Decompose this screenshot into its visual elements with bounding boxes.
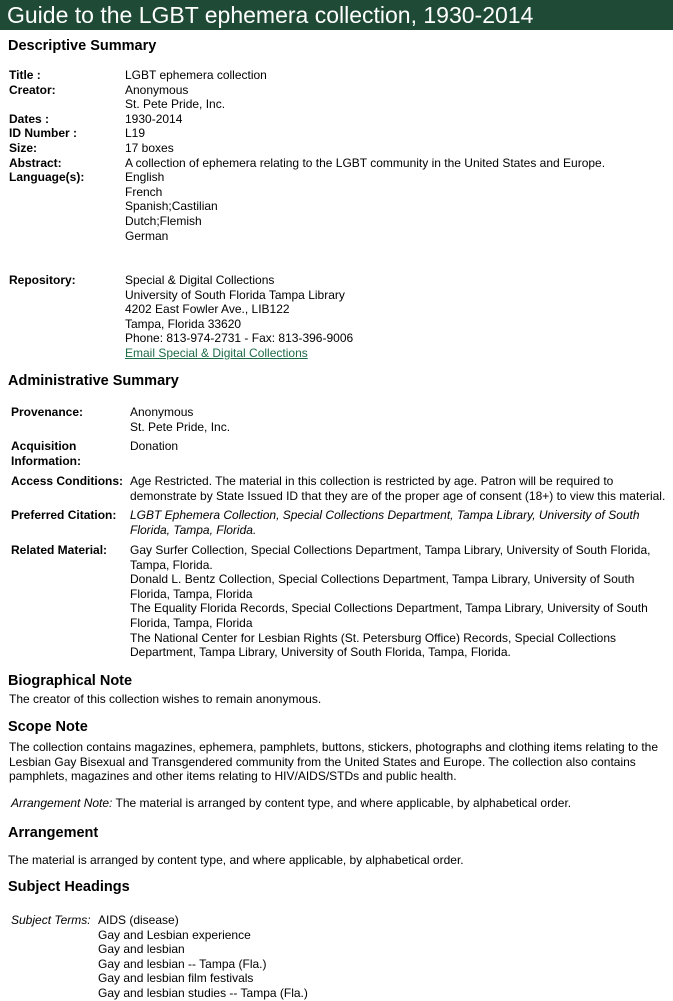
arrangement-note-text: The material is arranged by content type, and where applicable, by alphabetical order.: [112, 796, 572, 810]
preferred-citation-label: Preferred Citation:: [11, 508, 117, 522]
descriptive-value-line: French: [125, 184, 163, 199]
arrangement-note-label: Arrangement Note:: [11, 796, 113, 810]
descriptive-value-line: 1930-2014: [125, 111, 183, 126]
descriptive-row: [9, 156, 605, 171]
repository-line: Tampa, Florida 33620: [125, 316, 242, 331]
descriptive-row: [9, 112, 605, 127]
descriptive-value-line: Spanish;Castilian: [125, 199, 218, 214]
subject-term: Gay and Lesbian experience: [98, 927, 251, 942]
related-line: Tampa, Florida.: [130, 557, 213, 572]
subject-terms-list: [98, 913, 308, 1001]
subject-headings-heading: Subject Headings: [8, 879, 130, 895]
descriptive-value: [125, 170, 605, 243]
related-line: Donald L. Bentz Collection, Special Collections Department, Tampa Library, University of South: [130, 572, 635, 587]
biographical-note-heading: Biographical Note: [8, 673, 133, 689]
subject-term: AIDS (disease): [98, 913, 179, 927]
scope-line: pamphlets, magazines and other items relating to HIV/AIDS/STDs and public health.: [9, 769, 457, 784]
descriptive-label: Title :: [9, 68, 41, 82]
descriptive-summary-table: [9, 68, 673, 243]
access-conditions-label: Access Conditions:: [11, 474, 124, 488]
related-line: Florida, Tampa, Florida: [130, 615, 253, 630]
subject-terms-table: [11, 913, 673, 1001]
provenance-line: Anonymous: [130, 405, 194, 419]
descriptive-value-line: German: [125, 228, 169, 243]
preferred-citation-value: [130, 508, 665, 543]
scope-line: The collection contains magazines, ephemera, pamphlets, buttons, stickers, photographs and clothing items relating to the: [9, 740, 659, 754]
related-line: Florida, Tampa, Florida: [130, 586, 253, 601]
access-line: Age Restricted. The material in this collection is restricted by age. Patron will be required to: [130, 474, 614, 488]
subject-terms-label: Subject Terms:: [11, 913, 91, 927]
repository-row: [9, 273, 673, 361]
subject-term: Gay and lesbian studies -- Tampa (Fla.): [98, 985, 308, 1000]
descriptive-label: Dates :: [9, 111, 50, 126]
arrangement-text: The material is arranged by content type, and where applicable, by alphabetical order.: [8, 853, 464, 867]
descriptive-value: [125, 126, 605, 141]
acquisition-label-line: Acquisition: [11, 439, 77, 453]
descriptive-row: [9, 83, 605, 112]
descriptive-value: [125, 83, 605, 112]
biographical-note-text: The creator of this collection wishes to remain anonymous.: [9, 692, 322, 706]
descriptive-value: [125, 141, 605, 156]
scope-note-heading: Scope Note: [8, 719, 88, 735]
access-conditions-value: [130, 474, 665, 508]
scope-line: Lesbian Gay Bisexual and Transgendered community from the United States and Europe. The collection also contains: [9, 754, 636, 769]
descriptive-value-line: English: [125, 170, 165, 185]
subject-term: Gay and lesbian film festivals: [98, 971, 254, 986]
descriptive-value-line: Dutch;Flemish: [125, 213, 202, 228]
provenance-label: Provenance:: [11, 405, 84, 419]
descriptive-value-line: L19: [125, 126, 146, 141]
repository-label: Repository:: [9, 273, 76, 287]
provenance-value: [130, 405, 665, 439]
descriptive-row: [9, 141, 605, 156]
descriptive-label: Language(s):: [9, 170, 85, 185]
descriptive-value-line: 17 boxes: [125, 140, 174, 155]
descriptive-value-line: A collection of ephemera relating to the LGBT community in the United States and Europe.: [125, 155, 606, 170]
descriptive-summary-heading: Descriptive Summary: [8, 38, 157, 54]
email-repository-link[interactable]: Email Special & Digital Collections: [125, 345, 308, 360]
descriptive-value: [125, 156, 605, 171]
related-material-label: Related Material:: [11, 543, 108, 557]
arrangement-note: [11, 796, 663, 811]
descriptive-value-line: St. Pete Pride, Inc.: [125, 97, 226, 112]
administrative-summary-table: [11, 405, 673, 660]
descriptive-value: [125, 68, 605, 83]
repository-line: University of South Florida Tampa Library: [125, 287, 345, 302]
citation-line: LGBT Ephemera Collection, Special Collections Department, Tampa Library, University of South: [130, 508, 640, 522]
administrative-summary-heading: Administrative Summary: [8, 373, 179, 389]
page-title: Guide to the LGBT ephemera collection, 1930-2014: [7, 2, 534, 28]
descriptive-row: [9, 68, 605, 83]
arrangement-heading: Arrangement: [8, 825, 99, 841]
access-line: demonstrate by State Issued ID that they are of the proper age of consent (18+) to view this material.: [130, 488, 666, 503]
acquisition-value: Donation: [130, 439, 179, 453]
descriptive-label: ID Number :: [9, 126, 78, 141]
descriptive-label: Creator:: [9, 82, 56, 97]
descriptive-row: [9, 170, 605, 243]
acquisition-label: [11, 439, 130, 474]
page-banner: [0, 0, 673, 30]
repository-line: Special & Digital Collections: [125, 273, 275, 287]
related-line: Department, Tampa Library, University of South Florida, Tampa, Florida.: [130, 645, 511, 660]
acquisition-label-line: Information:: [11, 453, 81, 468]
scope-note-text: [9, 740, 663, 784]
related-material-value: [130, 543, 665, 660]
repository-line: 4202 East Fowler Ave., LIB122: [125, 302, 290, 317]
descriptive-row: [9, 126, 605, 141]
descriptive-label: Abstract:: [9, 155, 62, 170]
subject-term: Gay and lesbian -- Tampa (Fla.): [98, 956, 267, 971]
citation-line: Florida, Tampa, Florida.: [130, 522, 257, 537]
descriptive-value-line: Anonymous: [125, 82, 189, 97]
descriptive-value-line: LGBT ephemera collection: [125, 68, 267, 82]
related-line: The National Center for Lesbian Rights (St. Petersburg Office) Records, Special Collections: [130, 630, 617, 645]
subject-term: Gay and lesbian: [98, 942, 185, 957]
repository-value: [125, 273, 353, 361]
related-line: Gay Surfer Collection, Special Collections Department, Tampa Library, University of South Florida,: [130, 543, 651, 557]
provenance-line: St. Pete Pride, Inc.: [130, 419, 231, 434]
repository-line: Phone: 813-974-2731 - Fax: 813-396-9006: [125, 331, 354, 346]
related-line: The Equality Florida Records, Special Collections Department, Tampa Library, University of South: [130, 601, 648, 616]
descriptive-value: [125, 112, 605, 127]
descriptive-label: Size:: [9, 140, 38, 155]
